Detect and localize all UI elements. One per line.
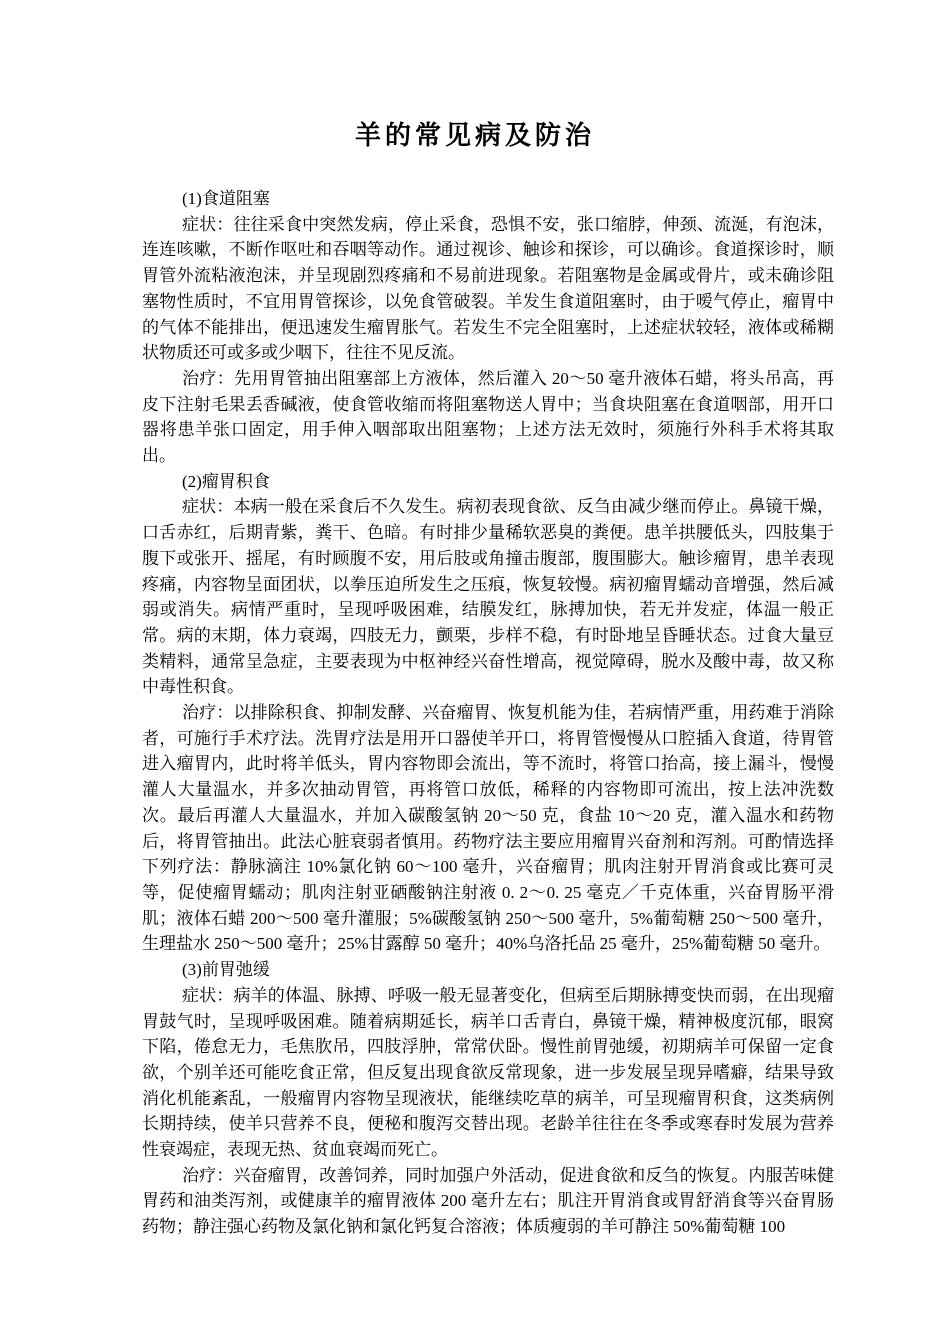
- section-forestomach-atony: [142, 957, 834, 1240]
- section-3-heading: (3)前胃弛缓: [182, 960, 270, 980]
- document-title: 羊的常见病及防治: [354, 121, 595, 150]
- section-1-symptoms-paragraph: 症状：往往采食中突然发病，停止采食，恐惧不安，张口缩脖，伸颈、流涎，有泡沫，连连咳嗽，不断作呕吐和吞咽等动作。通过视诊、触诊和探诊，可以确诊。食道探诊时，顺胃管外流粘液泡沫，并呈现剧烈疼痛和不易前进现象。若阻塞物是金属或骨片，或未确诊阻塞物性质时，不宜用胃管探诊，以免食管破裂。羊发生食道阻塞时，由于嗳气停止，瘤胃中的气体不能排出，便迅速发生瘤胃胀气。若发生不完全阻塞时，上述症状较轻，液体或稀糊状物质还可或多或少咽下，往往不见反流。: [142, 214, 834, 363]
- section-1-treatment-paragraph: 治疗：先用胃管抽出阻塞部上方液体，然后灌入 20～50 毫升液体石蜡，将头吊高，再皮下注射毛果丢香碱液，使食管收缩而将阻塞物送人胃中；当食块阻塞在食道咽部，用开口器将患羊张口固定，用手伸入咽部取出阻塞物；上述方法无效时，须施行外科手术将其取出。: [142, 368, 834, 466]
- section-2-heading: (2)瘤胃积食: [182, 471, 270, 491]
- section-3-symptoms-paragraph: 症状：病羊的体温、脉搏、呼吸一般无显著变化，但病至后期脉搏变快而弱，在出现瘤胃鼓气时，呈现呼吸困难。随着病期延长，病羊口舌青白，鼻镜干燥，精神极度沉郁，眼窝下陷，倦怠无力，毛焦肷吊，四肢浮肿，常常伏卧。慢性前胃弛缓，初期病羊可保留一定食欲，个别羊还可能吃食正常，但反复出现食欲反常现象，进一步发展呈现异嗜癖，结果导致消化机能紊乱，一般瘤胃内容物呈现液状，能继续吃草的病羊，可呈现瘤胃积食，这类病例长期持续，使羊只营养不良，便秘和腹泻交替出现。老龄羊往往在冬季或寒春时发展为营养性衰竭症，表现无热、贫血衰竭而死亡。: [142, 985, 834, 1160]
- section-2-treatment-paragraph: 治疗：以排除积食、抑制发酵、兴奋瘤胃、恢复机能为佳，若病情严重，用药难于消除者，可施行手术疗法。洗胃疗法是用开口器使羊开口，将胃管慢慢从口腔插入食道，待胃管进入瘤胃内，此时将羊低头，胃内容物即会流出，等不流时，将管口抬高，接上漏斗，慢慢灌人大量温水，并多次抽动胃管，再将管口放低，稀释的内容物即可流出，按上法冲洗数次。最后再灌人大量温水，并加入碳酸氢钠 20～50 克，食盐 10～20 克，灌入温水和药物后，将胃管抽出。此法心脏衰弱者慎用。药物疗法主要应用瘤胃兴奋剂和泻剂。可酌情选择下列疗法：静脉滴注 10%氯化钠 60～100 毫升，兴奋瘤胃；肌肉注射开胃消食或比赛可灵等，促使瘤胃蠕动；肌肉注射亚硒酸钠注射液 0. 2～0. 25 毫克／千克体重，兴奋胃肠平滑肌；液体石蜡 200～500 毫升灌服；5%碳酸氢钠 250～500 毫升，5%葡萄糖 250～500 毫升，生理盐水 250～500 毫升；25%甘露醇 50 毫升；40%乌洛托品 25 毫升，25%葡萄糖 50 毫升。: [142, 703, 834, 954]
- section-3-treatment-paragraph: 治疗：兴奋瘤胃，改善饲养，同时加强户外活动，促进食欲和反刍的恢复。内服苦味健胃药和油类泻剂，或健康羊的瘤胃液体 200 毫升左右；肌注开胃消食或胃舒消食等兴奋胃肠药物；静注强心药物及氯化钠和氯化钙复合溶液；体质瘦弱的羊可静注 50%葡萄糖 100: [142, 1165, 834, 1237]
- document-body: [0, 186, 950, 1240]
- section-1-heading: (1)食道阻塞: [182, 189, 270, 208]
- section-2-symptoms-paragraph: 症状：本病一般在采食后不久发生。病初表现食欲、反刍由减少继而停止。鼻镜干燥，口舌赤红，后期青紫，粪干、色暗。有时排少量稀软恶臭的粪便。患羊拱腰低头，四肢集于腹下或张开、摇尾，有时顾腹不安，用后肢或角撞击腹部，腹围膨大。触诊瘤胃，患羊表现疼痛，内容物呈面团状，以拳压迫所发生之压痕，恢复较慢。病初瘤胃蠕动音增强，然后减弱或消失。病情严重时，呈现呼吸困难，结膜发红，脉搏加快，若无并发症，体温一般正常。病的末期，体力衰竭，四肢无力，颤栗，步样不稳，有时卧地呈昏睡状态。过食大量豆类精料，通常呈急症，主要表现为中枢神经兴奋性增高，视觉障碍，脱水及酸中毒，故又称中毒性积食。: [142, 497, 834, 697]
- section-esophageal-obstruction: [142, 186, 834, 469]
- section-rumen-impaction: [142, 469, 834, 957]
